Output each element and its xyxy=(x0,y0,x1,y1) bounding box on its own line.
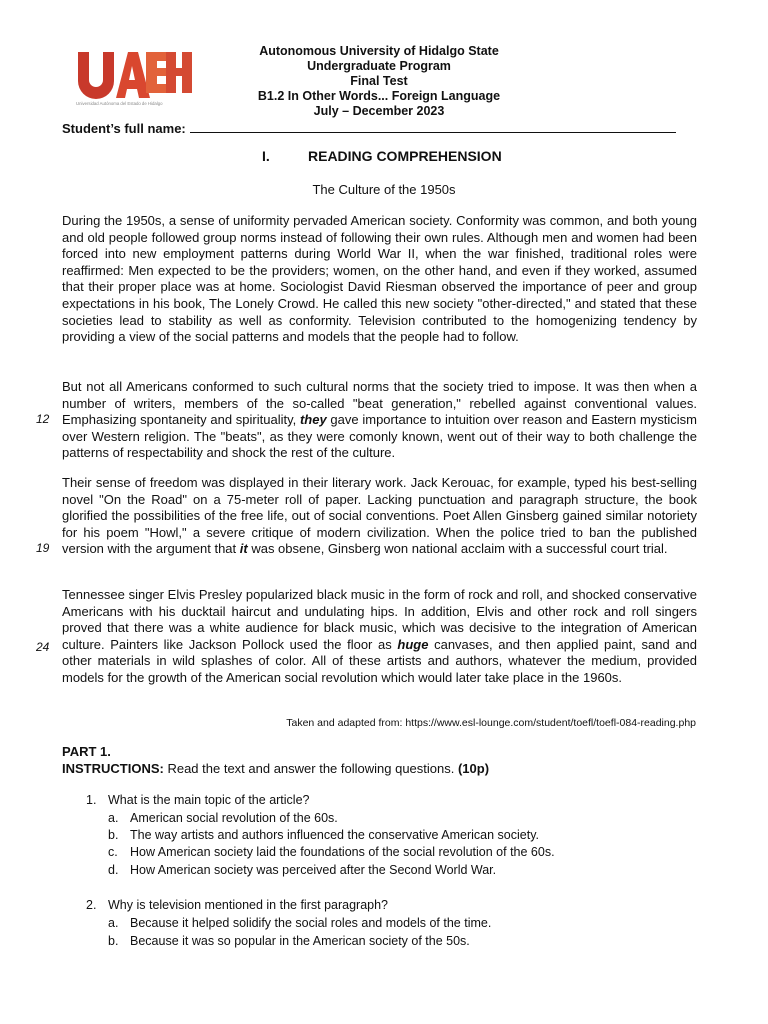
uaeh-logo xyxy=(74,46,192,108)
student-name-field[interactable] xyxy=(190,120,676,133)
paragraph-2: But not all Americans conformed to such cultural norms that the society tried to impose. It was then when a number of writers, members of the so-called "beat generation," rebelled against conventional values. Emphasizing spontaneity and spirituality, they gave importance to intuition over reason and Eastern mysticism over Western religion. The "beats", as they were comonly known, went out of their way to both challenge the patterns of respectability and shock the rest of the culture. xyxy=(62,379,697,461)
question-1: 1. What is the main topic of the article? xyxy=(86,793,310,807)
instructions-label: INSTRUCTIONS: xyxy=(62,761,164,776)
paragraph-4: Tennessee singer Elvis Presley popularized black music in the form of rock and roll, and shocked conservative Americans with his ducktail haircut and undulating hips. In addition, Elvis and other rock and roll singers proved that there was a white audience for black music, which was decisive to the integration of American culture. Painters like Jackson Pollock used the floor as huge canvases, and then applied paint, sand and other materials in wild splashes of color. All of these artists and authors, whatever the medium, provided models for the growth of the American social revolution which would later take place in the 1960s. xyxy=(62,587,697,685)
answer-option[interactable]: a. American social revolution of the 60s. xyxy=(108,811,338,825)
source-citation: Taken and adapted from: https://www.esl-lounge.com/student/toefl/toefl-084-reading.php xyxy=(286,717,696,729)
highlighted-word-they: they xyxy=(299,412,327,428)
instructions xyxy=(62,761,489,776)
paragraph-1: During the 1950s, a sense of uniformity pervaded American society. Conformity was common, and both young and old people followed group norms instead of following their own rules. Although men and women had been forced into new employment patterns during World War II, when the war finished, traditional roles were reaffirmed: Men expected to be the providers; women, on the other hand, and even if they worked, assumed that their proper place was at home. Sociologist David Riesman observed the importance of peer and group expectations in his book, The Lonely Crowd. He called this new society "other-directed," and stated that these societies lead to stability as well as conformity. Television contributed to the homogenizing tendency by providing a view of the social patterns and models that the people had to follow. xyxy=(62,213,697,345)
line-number: 12 xyxy=(36,412,50,426)
header-line-program: Undergraduate Program xyxy=(307,59,451,73)
document-header xyxy=(200,44,558,119)
section-number: I. xyxy=(262,148,270,164)
question-text: What is the main topic of the article? xyxy=(108,793,310,807)
points-label: (10p) xyxy=(457,761,490,776)
highlighted-word-it: it xyxy=(239,541,248,557)
question-text: Why is television mentioned in the first paragraph? xyxy=(108,898,389,912)
header-line-course: B1.2 In Other Words... Foreign Language xyxy=(257,89,501,103)
student-name-row xyxy=(62,120,676,136)
student-name-label: Student’s full name: xyxy=(62,121,186,136)
logo-caption: Universidad Autónoma del Estado de Hidalgo xyxy=(76,101,163,106)
paragraph-3: Their sense of freedom was displayed in their literary work. Jack Kerouac, for example, typed his best-selling novel "On the Road" on a 75-meter roll of paper. Lacking punctuation and paragraph structure, the book glorified the possibilities of the free life, out of social conventions. Poet Allen Ginsberg gained similar notoriety for his poem "Howl," a severe critique of modern civilization. When the police tried to ban the published version with the argument that it was obsene, Ginsberg won national acclaim with a successful court trial. xyxy=(62,475,697,557)
line-number: 24 xyxy=(36,640,50,654)
header-line-period: July – December 2023 xyxy=(313,104,445,118)
header-line-university: Autonomous University of Hidalgo State xyxy=(259,44,499,58)
article-title: The Culture of the 1950s xyxy=(312,182,456,197)
section-heading xyxy=(262,148,502,164)
answer-option[interactable]: b. Because it was so popular in the American society of the 50s. xyxy=(108,934,470,948)
line-number: 19 xyxy=(36,541,50,555)
question-2: 2. Why is television mentioned in the first paragraph? xyxy=(86,898,389,912)
part-title: PART 1. xyxy=(62,744,111,759)
highlighted-word-huge: huge xyxy=(397,636,429,652)
section-title: READING COMPREHENSION xyxy=(308,148,502,164)
answer-option[interactable]: d. How American society was perceived after the Second World War. xyxy=(108,863,497,877)
answer-option[interactable]: c. How American society laid the foundations of the social revolution of the 60s. xyxy=(108,845,555,859)
answer-option[interactable]: a. Because it helped solidify the social roles and models of the time. xyxy=(108,916,492,930)
instructions-text: Read the text and answer the following questions. xyxy=(163,761,458,776)
answer-option[interactable]: b. The way artists and authors influenced the conservative American society. xyxy=(108,828,540,842)
header-line-test: Final Test xyxy=(350,74,408,88)
